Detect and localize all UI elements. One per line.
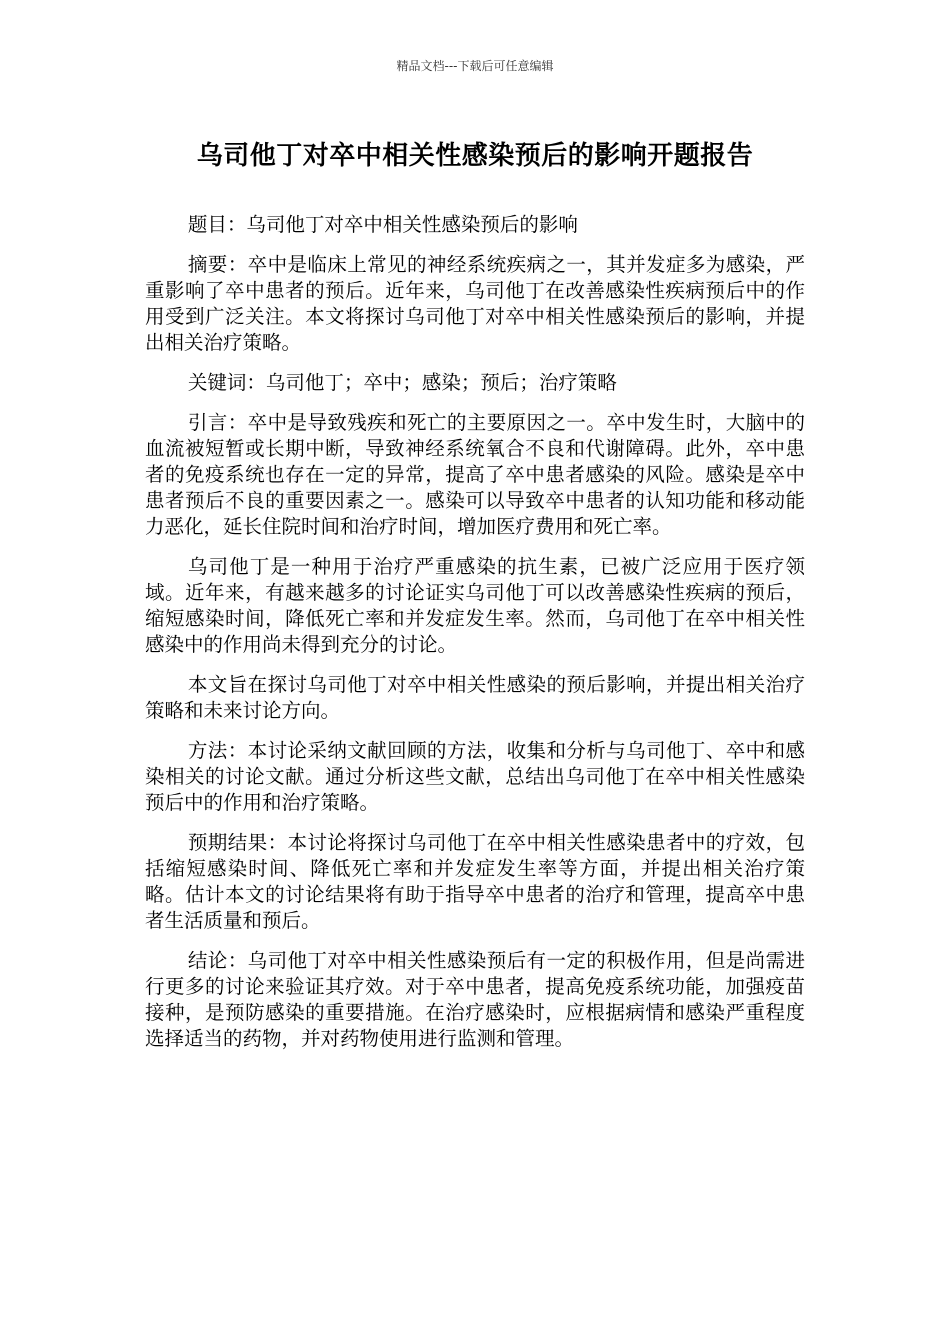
conclusion-paragraph: 结论：乌司他丁对卒中相关性感染预后有一定的积极作用，但是尚需进行更多的讨论来验证其疗效。对于卒中患者，提高免疫系统功能，加强疫苗接种，是预防感染的重要措施。在治疗感染时，应根据病情和感染严重程度选择适当的药物，并对药物使用进行监测和管理。 xyxy=(145,949,805,1050)
document-title: 乌司他丁对卒中相关性感染预后的影响开题报告 xyxy=(196,141,754,171)
page-header: 精品文档---下载后可任意编辑 xyxy=(396,59,554,73)
abstract-paragraph: 摘要：卒中是临床上常见的神经系统疾病之一，其并发症多为感染，严重影响了卒中患者的预后。近年来，乌司他丁在改善感染性疾病预后中的作用受到广泛关注。本文将探讨乌司他丁对卒中相关性感染预后的影响，并提出相关治疗策略。 xyxy=(145,253,805,354)
expected-results-paragraph: 预期结果：本讨论将探讨乌司他丁在卒中相关性感染患者中的疗效，包括缩短感染时间、降低死亡率和并发症发生率等方面，并提出相关治疗策略。估计本文的讨论结果将有助于指导卒中患者的治疗和管理，提高卒中患者生活质量和预后。 xyxy=(145,831,805,932)
introduction-paragraph: 引言：卒中是导致残疾和死亡的主要原因之一。卒中发生时，大脑中的血流被短暂或长期中断，导致神经系统氧合不良和代谢障碍。此外，卒中患者的免疫系统也存在一定的异常，提高了卒中患者感染的风险。感染是卒中患者预后不良的重要因素之一。感染可以导致卒中患者的认知功能和移动能力恶化，延长住院时间和治疗时间，增加医疗费用和死亡率。 xyxy=(145,411,805,538)
document-body xyxy=(145,212,805,1066)
aim-paragraph: 本文旨在探讨乌司他丁对卒中相关性感染的预后影响，并提出相关治疗策略和未来讨论方向。 xyxy=(145,673,805,722)
methods-paragraph: 方法：本讨论采纳文献回顾的方法，收集和分析与乌司他丁、卒中和感染相关的讨论文献。通过分析这些文献，总结出乌司他丁在卒中相关性感染预后中的作用和治疗策略。 xyxy=(145,739,805,814)
keywords-paragraph: 关键词：乌司他丁；卒中；感染；预后；治疗策略 xyxy=(187,371,617,394)
background-paragraph: 乌司他丁是一种用于治疗严重感染的抗生素，已被广泛应用于医疗领域。近年来，有越来越多的讨论证实乌司他丁可以改善感染性疾病的预后，缩短感染时间，降低死亡率和并发症发生率。然而，乌司他丁在卒中相关性感染中的作用尚未得到充分的讨论。 xyxy=(145,555,805,656)
topic-paragraph: 题目：乌司他丁对卒中相关性感染预后的影响 xyxy=(187,213,578,236)
